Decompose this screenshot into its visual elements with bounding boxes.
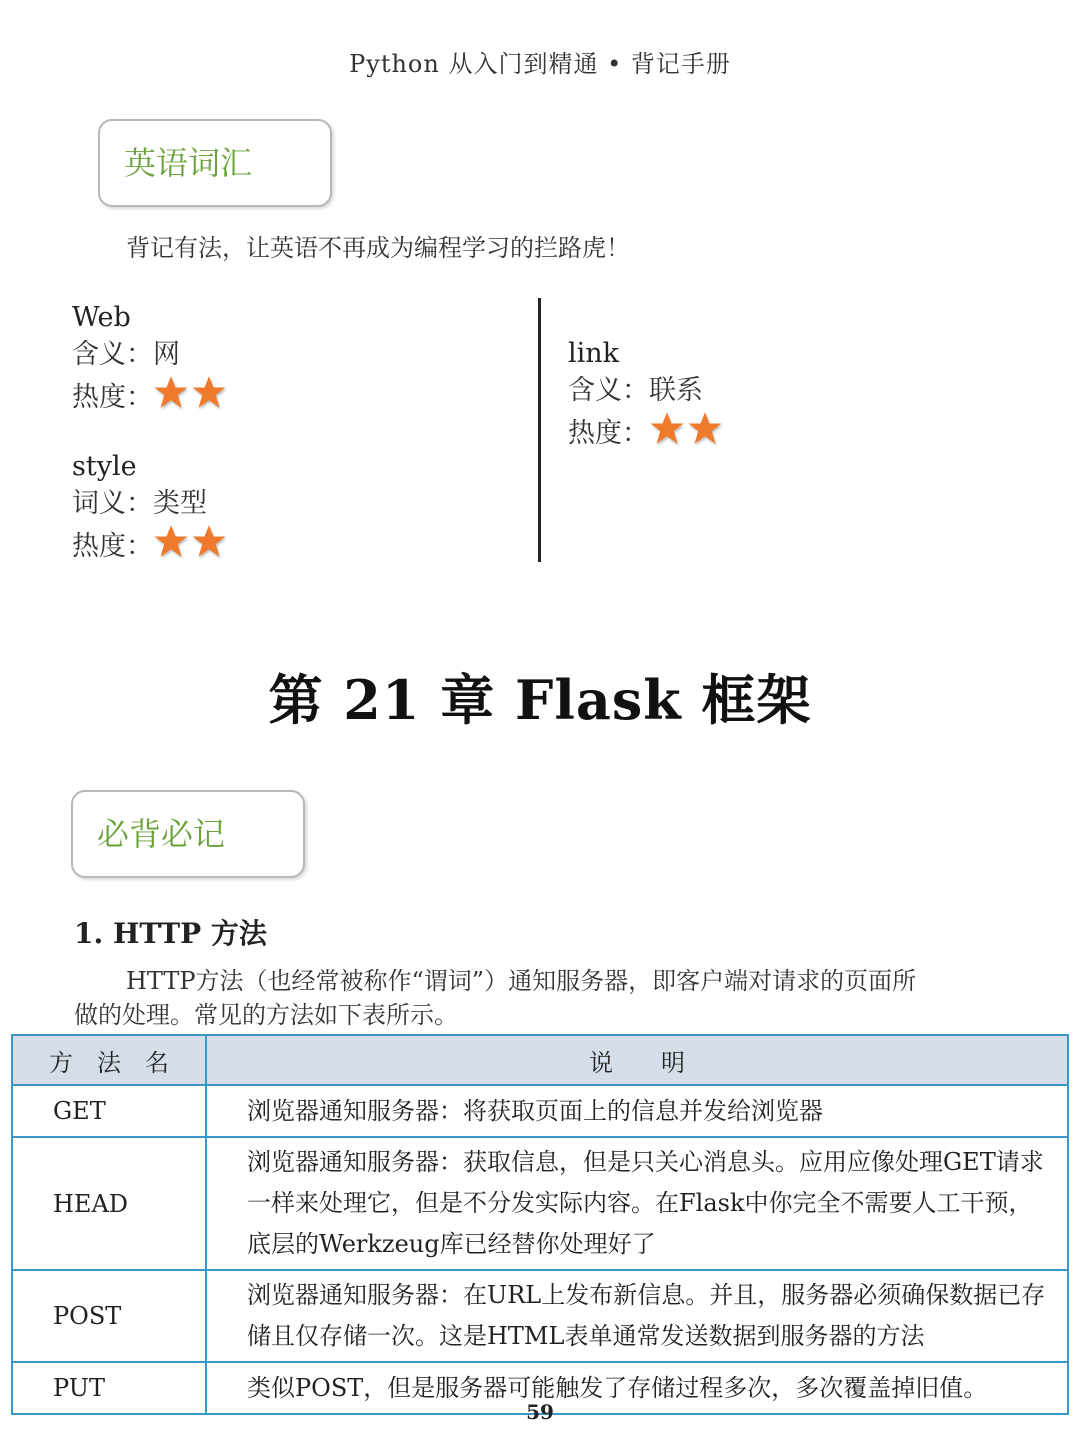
vocab-motto: 背记有法，让英语不再成为编程学习的拦路虎！ [126,234,630,262]
vocab-entry-web [72,300,229,421]
method-cell: POST [12,1270,206,1362]
star-icon [649,410,685,446]
method-cell: GET [12,1085,206,1137]
description-cell: 类似POST，但是服务器可能触发了存储过程多次，多次覆盖掉旧值。 [206,1362,1068,1414]
vocab-entry-link [568,336,725,457]
meaning-value: 网 [153,339,180,370]
meaning-label: 含义： [72,339,153,370]
vocab-word: link [568,338,620,369]
meaning-value: 类型 [153,488,207,519]
heat-stars [649,410,725,457]
table-row [12,1137,1068,1270]
vocab-heat-line [72,523,229,570]
star-icon [191,374,227,410]
description-cell: 浏览器通知服务器：获取信息，但是只关心消息头。应用应像处理GET请求一样来处理它，但是不分发实际内容。在Flask中你完全不需要人工干预，底层的Werkzeug库已经替你处理好了 [206,1137,1068,1270]
column-divider [538,298,541,562]
chapter-title: 第 21 章 Flask 框架 [268,668,812,732]
section-heading: 1. HTTP 方法 [74,917,267,950]
intro-paragraph-line1: HTTP方法（也经常被称作“谓词”）通知服务器，即客户端对请求的页面所 [126,967,917,995]
heat-label: 热度： [72,530,153,562]
star-icon [687,410,723,446]
star-icon [153,523,189,559]
vocab-meaning-line [72,485,229,523]
table-row [12,1085,1068,1137]
meaning-label: 词义： [72,488,153,519]
table-header-row [12,1035,1068,1085]
intro-paragraph-line2: 做的处理。常见的方法如下表所示。 [74,1001,458,1029]
vocab-word: Web [72,302,131,333]
page-number: 59 [526,1400,554,1424]
http-methods-table [11,1034,1069,1415]
star-icon [191,523,227,559]
meaning-value: 联系 [649,375,703,406]
heat-label: 热度： [72,381,153,413]
header-method: 方 法 名 [12,1035,206,1085]
star-icon [153,374,189,410]
method-cell: PUT [12,1362,206,1414]
running-header: Python 从入门到精通 • 背记手册 [349,50,731,78]
meaning-label: 含义： [568,375,649,406]
header-description: 说 明 [206,1035,1068,1085]
vocab-meaning-line [568,372,725,410]
vocab-section-tag: 英语词汇 [98,119,332,207]
method-cell: HEAD [12,1137,206,1270]
heat-stars [153,523,229,570]
vocab-heat-line [72,374,229,421]
vocab-meaning-line [72,336,229,374]
heat-label: 热度： [568,417,649,449]
vocab-heat-line [568,410,725,457]
heat-stars [153,374,229,421]
table-row [12,1270,1068,1362]
must-section-tag: 必背必记 [71,790,305,878]
vocab-entry-style [72,449,229,570]
description-cell: 浏览器通知服务器：在URL上发布新信息。并且，服务器必须确保数据已存储且仅存储一次。这是HTML表单通常发送数据到服务器的方法 [206,1270,1068,1362]
description-cell: 浏览器通知服务器：将获取页面上的信息并发给浏览器 [206,1085,1068,1137]
vocab-word: style [72,451,137,482]
